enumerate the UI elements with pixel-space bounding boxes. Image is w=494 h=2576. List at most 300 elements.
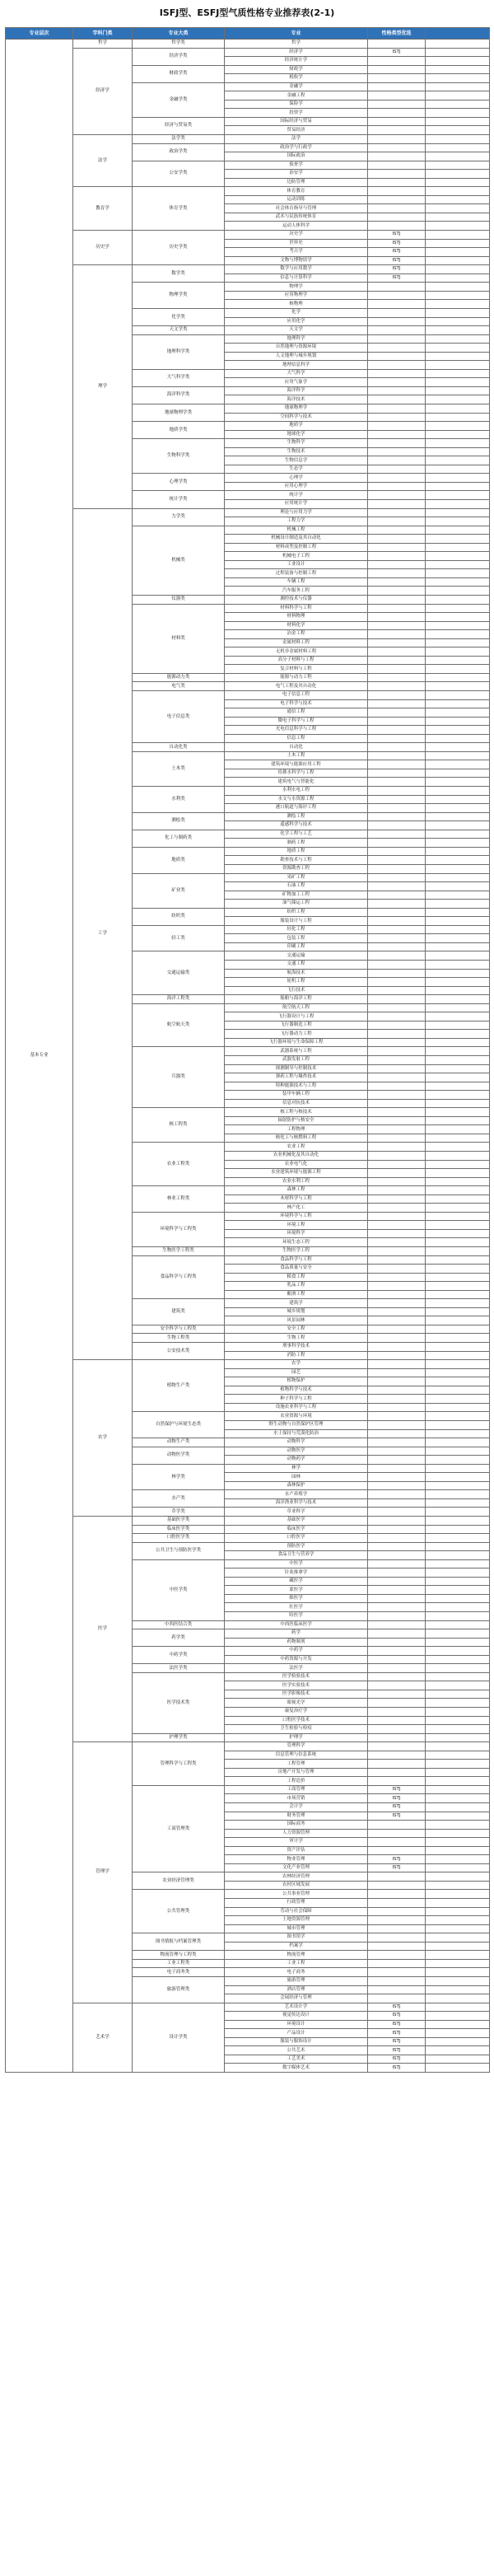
blank-cell: [426, 1082, 490, 1091]
blank-cell: [426, 691, 490, 700]
personality-cell: [368, 673, 426, 682]
personality-cell: [368, 917, 426, 926]
personality-cell: [368, 978, 426, 987]
major-cell: 侦查学: [225, 161, 368, 170]
major-group-cell: 天文学类: [133, 326, 225, 335]
major-cell: 植物保护: [225, 1377, 368, 1386]
personality-cell: [368, 82, 426, 91]
personality-cell: [368, 1064, 426, 1073]
blank-cell: [426, 596, 490, 605]
major-cell: 测绘工程: [225, 812, 368, 821]
blank-cell: [426, 326, 490, 335]
personality-cell: [368, 691, 426, 700]
blank-cell: [426, 1951, 490, 1960]
table-row: [6, 2003, 490, 2012]
blank-cell: [426, 1899, 490, 1908]
major-group-cell: 金融学类: [133, 82, 225, 117]
personality-cell: [368, 1456, 426, 1465]
major-cell: 油气储运工程: [225, 900, 368, 909]
personality-cell: [368, 1152, 426, 1161]
blank-cell: [426, 1760, 490, 1769]
major-cell: 动物药学: [225, 1456, 368, 1465]
major-cell: 环境设计: [225, 2020, 368, 2029]
major-cell: 食品科学与工程: [225, 1255, 368, 1265]
major-group-cell: 水利类: [133, 787, 225, 813]
blank-cell: [426, 317, 490, 326]
blank-cell: [426, 1647, 490, 1656]
personality-cell: [368, 1403, 426, 1412]
major-cell: 武器发射工程: [225, 1055, 368, 1064]
major-cell: 管理科学: [225, 1742, 368, 1751]
major-cell: 国际政治: [225, 152, 368, 161]
major-cell: 产品设计: [225, 2029, 368, 2038]
personality-cell: [368, 795, 426, 804]
header-personality: 性格类型优选: [368, 28, 426, 40]
major-cell: 应用统计学: [225, 499, 368, 508]
blank-cell: [426, 577, 490, 587]
major-group-cell: 生物科学类: [133, 439, 225, 474]
major-cell: 农业水利工程: [225, 1177, 368, 1186]
personality-cell: ISTJ: [368, 273, 426, 283]
major-cell: 眼视光学: [225, 1699, 368, 1708]
blank-cell: [426, 1351, 490, 1360]
major-group-cell: 林学类: [133, 1464, 225, 1490]
personality-cell: [368, 1143, 426, 1152]
blank-cell: [426, 1003, 490, 1012]
major-cell: 经济学: [225, 48, 368, 57]
major-cell: 服装与服饰设计: [225, 2037, 368, 2046]
personality-cell: [368, 587, 426, 596]
major-cell: 电子科学与技术: [225, 699, 368, 708]
blank-cell: [426, 1194, 490, 1204]
personality-cell: ISTJ: [368, 1794, 426, 1803]
blank-cell: [426, 1603, 490, 1612]
major-cell: 武器系统与工程: [225, 1047, 368, 1056]
major-cell: 动物科学: [225, 1438, 368, 1447]
blank-cell: [426, 1368, 490, 1377]
major-group-cell: 大气科学类: [133, 369, 225, 386]
major-cell: 刑事科学技术: [225, 1343, 368, 1352]
major-cell: 壮医学: [225, 1603, 368, 1612]
major-group-cell: 财政学类: [133, 65, 225, 82]
major-cell: 医学影像技术: [225, 1690, 368, 1699]
personality-cell: [368, 213, 426, 222]
major-group-cell: 水产类: [133, 1490, 225, 1508]
personality-cell: [368, 1594, 426, 1603]
blank-cell: [426, 1438, 490, 1447]
blank-cell: [426, 1265, 490, 1274]
major-cell: 农业工程: [225, 1143, 368, 1152]
personality-cell: [368, 1681, 426, 1690]
blank-cell: [426, 1855, 490, 1864]
blank-cell: [426, 1638, 490, 1647]
major-cell: 康复治疗学: [225, 1708, 368, 1717]
blank-cell: [426, 300, 490, 309]
blank-cell: [426, 1255, 490, 1265]
major-group-cell: 临床医学类: [133, 1525, 225, 1534]
personality-cell: ISTJ: [368, 1863, 426, 1872]
major-group-cell: 数学类: [133, 265, 225, 283]
personality-cell: [368, 334, 426, 344]
blank-cell: [426, 187, 490, 196]
personality-cell: ISTJ: [368, 2012, 426, 2021]
major-cell: 环境生态工程: [225, 1238, 368, 1247]
major-cell: 市场营销: [225, 1794, 368, 1803]
blank-cell: [426, 1942, 490, 1951]
table-row: [6, 1742, 490, 1751]
blank-cell: [426, 117, 490, 126]
blank-cell: [426, 726, 490, 735]
major-cell: 应用物理学: [225, 291, 368, 300]
personality-cell: [368, 386, 426, 395]
major-cell: 制药工程: [225, 839, 368, 848]
major-group-cell: 地理科学类: [133, 334, 225, 369]
header-row: [6, 28, 490, 40]
level-cell: 基本专业: [6, 40, 73, 2073]
personality-cell: [368, 960, 426, 969]
major-cell: 运动人体科学: [225, 222, 368, 231]
personality-cell: [368, 665, 426, 674]
personality-cell: [368, 1760, 426, 1769]
major-cell: 弹药工程与爆炸技术: [225, 1073, 368, 1082]
major-cell: 给排水科学与工程: [225, 769, 368, 778]
major-cell: 材料成型及控制工程: [225, 543, 368, 552]
personality-cell: [368, 508, 426, 517]
blank-cell: [426, 604, 490, 613]
blank-cell: [426, 1091, 490, 1100]
personality-cell: [368, 1586, 426, 1595]
major-cell: 无机非金属材料工程: [225, 648, 368, 657]
major-group-cell: 草学类: [133, 1508, 225, 1517]
blank-cell: [426, 1038, 490, 1047]
major-cell: 生物医学工程: [225, 1247, 368, 1256]
major-group-cell: 轻工类: [133, 925, 225, 951]
blank-cell: [426, 508, 490, 517]
blank-cell: [426, 1890, 490, 1899]
major-cell: 生物信息学: [225, 456, 368, 465]
major-cell: 安全工程: [225, 1325, 368, 1334]
major-cell: 环境科学与工程: [225, 1212, 368, 1221]
major-cell: 工程力学: [225, 517, 368, 526]
major-cell: 法医学: [225, 1664, 368, 1673]
personality-cell: [368, 100, 426, 109]
blank-cell: [426, 222, 490, 231]
major-cell: 机械设计制造及其自动化: [225, 535, 368, 544]
blank-cell: [426, 161, 490, 170]
personality-cell: [368, 604, 426, 613]
major-cell: 卫生检验与检疫: [225, 1725, 368, 1734]
major-cell: 信息工程: [225, 734, 368, 743]
personality-cell: [368, 1238, 426, 1247]
blank-cell: [426, 465, 490, 474]
personality-cell: [368, 1212, 426, 1221]
major-cell: 房地产开发与管理: [225, 1768, 368, 1777]
major-cell: 辐射防护与核安全: [225, 1116, 368, 1125]
personality-cell: [368, 1316, 426, 1325]
personality-cell: [368, 560, 426, 569]
personality-cell: [368, 734, 426, 743]
header-major-group: 专业大类: [133, 28, 225, 40]
blank-cell: [426, 413, 490, 422]
personality-cell: [368, 1951, 426, 1960]
table-row: [6, 508, 490, 517]
blank-cell: [426, 1386, 490, 1395]
personality-cell: [368, 1655, 426, 1664]
blank-cell: [426, 673, 490, 682]
major-cell: 体育教育: [225, 187, 368, 196]
personality-cell: [368, 439, 426, 448]
personality-cell: [368, 717, 426, 726]
blank-cell: [426, 1672, 490, 1681]
major-cell: 航海技术: [225, 969, 368, 978]
blank-cell: [426, 57, 490, 66]
personality-cell: [368, 1924, 426, 1933]
blank-cell: [426, 682, 490, 691]
blank-cell: [426, 178, 490, 187]
major-group-cell: 法学类: [133, 135, 225, 144]
personality-cell: [368, 161, 426, 170]
major-cell: 设施农业科学与工程: [225, 1403, 368, 1412]
personality-cell: [368, 839, 426, 848]
blank-cell: [426, 847, 490, 856]
major-cell: 金融工程: [225, 91, 368, 101]
blank-cell: [426, 986, 490, 995]
major-cell: 旅游管理: [225, 1976, 368, 1985]
personality-cell: [368, 1473, 426, 1482]
blank-cell: [426, 1282, 490, 1291]
blank-cell: [426, 1143, 490, 1152]
major-cell: 遥感科学与技术: [225, 821, 368, 830]
blank-cell: [426, 1742, 490, 1751]
personality-cell: [368, 942, 426, 951]
major-group-cell: 公共管理类: [133, 1890, 225, 1933]
blank-cell: [426, 1794, 490, 1803]
major-cell: 药学: [225, 1629, 368, 1639]
personality-cell: [368, 1821, 426, 1830]
recommendation-table: [5, 27, 490, 2073]
blank-cell: [426, 1690, 490, 1699]
personality-cell: [368, 925, 426, 934]
personality-cell: [368, 482, 426, 491]
blank-cell: [426, 804, 490, 813]
blank-cell: [426, 900, 490, 909]
major-cell: 过程装备与控制工程: [225, 569, 368, 578]
major-cell: 保险学: [225, 100, 368, 109]
blank-cell: [426, 517, 490, 526]
blank-cell: [426, 1846, 490, 1855]
major-group-cell: 交通运输类: [133, 951, 225, 995]
major-cell: 生物技术: [225, 447, 368, 456]
major-group-cell: 公安技术类: [133, 1343, 225, 1360]
blank-cell: [426, 1229, 490, 1238]
blank-cell: [426, 1655, 490, 1664]
blank-cell: [426, 795, 490, 804]
blank-cell: [426, 1959, 490, 1968]
personality-cell: ISTJ: [368, 256, 426, 265]
blank-cell: [426, 1829, 490, 1838]
personality-cell: [368, 1177, 426, 1186]
personality-cell: [368, 751, 426, 760]
major-cell: 交通工程: [225, 960, 368, 969]
major-cell: 应用化学: [225, 317, 368, 326]
major-cell: 园林: [225, 1473, 368, 1482]
blank-cell: [426, 1838, 490, 1847]
major-group-cell: 心理学类: [133, 474, 225, 491]
major-cell: 车辆工程: [225, 577, 368, 587]
personality-cell: ISTJ: [368, 231, 426, 240]
personality-cell: [368, 1047, 426, 1056]
major-cell: 中医学: [225, 1559, 368, 1569]
personality-cell: [368, 422, 426, 431]
blank-cell: [426, 1247, 490, 1256]
personality-cell: ISTJ: [368, 1855, 426, 1864]
blank-cell: [426, 1508, 490, 1517]
discipline-cell: 管理学: [73, 1742, 133, 2003]
personality-cell: ISTJ: [368, 2037, 426, 2046]
blank-cell: [426, 352, 490, 361]
blank-cell: [426, 1064, 490, 1073]
blank-cell: [426, 1725, 490, 1734]
major-cell: 地质工程: [225, 847, 368, 856]
personality-cell: [368, 1968, 426, 1977]
blank-cell: [426, 1620, 490, 1629]
blank-cell: [426, 404, 490, 413]
major-cell: 水土保持与荒漠化防治: [225, 1429, 368, 1438]
personality-cell: [368, 1073, 426, 1082]
personality-cell: [368, 1638, 426, 1647]
blank-cell: [426, 1594, 490, 1603]
major-cell: 农业电气化: [225, 1160, 368, 1169]
personality-cell: [368, 447, 426, 456]
blank-cell: [426, 239, 490, 248]
major-cell: 土木工程: [225, 751, 368, 760]
blank-cell: [426, 960, 490, 969]
major-cell: 材料化学: [225, 621, 368, 630]
major-group-cell: 自然保护与环境生态类: [133, 1412, 225, 1438]
blank-cell: [426, 456, 490, 465]
major-cell: 冶金工程: [225, 630, 368, 639]
blank-cell: [426, 1733, 490, 1742]
major-cell: 水利水电工程: [225, 787, 368, 796]
blank-cell: [426, 482, 490, 491]
personality-cell: [368, 1959, 426, 1968]
personality-cell: [368, 1629, 426, 1639]
personality-cell: [368, 1551, 426, 1560]
discipline-cell: 经济学: [73, 48, 133, 134]
blank-cell: [426, 630, 490, 639]
blank-cell: [426, 135, 490, 144]
blank-cell: [426, 1551, 490, 1560]
personality-cell: [368, 1282, 426, 1291]
major-group-cell: 护理学类: [133, 1733, 225, 1742]
major-group-cell: 土木类: [133, 751, 225, 786]
blank-cell: [426, 1456, 490, 1465]
personality-cell: [368, 1021, 426, 1030]
major-group-cell: 化工与制药类: [133, 830, 225, 847]
personality-cell: [368, 543, 426, 552]
personality-cell: [368, 1420, 426, 1429]
major-group-cell: 电子商务类: [133, 1968, 225, 1977]
blank-cell: [426, 1803, 490, 1812]
blank-cell: [426, 265, 490, 274]
major-cell: 水文与水资源工程: [225, 795, 368, 804]
personality-cell: [368, 361, 426, 370]
major-group-cell: 工业工程类: [133, 1959, 225, 1968]
major-cell: 工程管理: [225, 1760, 368, 1769]
header-discipline: 学科门类: [73, 28, 133, 40]
blank-cell: [426, 917, 490, 926]
blank-cell: [426, 1473, 490, 1482]
blank-cell: [426, 1525, 490, 1534]
major-group-cell: 地质学类: [133, 422, 225, 439]
personality-cell: [368, 1386, 426, 1395]
personality-cell: [368, 787, 426, 796]
major-group-cell: 海洋工程类: [133, 995, 225, 1004]
major-group-cell: 哲学类: [133, 40, 225, 49]
personality-cell: [368, 152, 426, 161]
personality-cell: [368, 1725, 426, 1734]
blank-cell: [426, 308, 490, 317]
major-cell: 机械电子工程: [225, 552, 368, 561]
major-cell: 飞行器设计与工程: [225, 1012, 368, 1022]
blank-cell: [426, 273, 490, 283]
blank-cell: [426, 1664, 490, 1673]
major-cell: 口腔医学: [225, 1534, 368, 1543]
blank-cell: [426, 195, 490, 204]
personality-cell: [368, 1012, 426, 1022]
major-cell: 政治学与行政学: [225, 143, 368, 152]
blank-cell: [426, 48, 490, 57]
blank-cell: [426, 291, 490, 300]
major-group-cell: 地球物理学类: [133, 404, 225, 421]
personality-cell: [368, 1429, 426, 1438]
personality-cell: [368, 1672, 426, 1681]
major-cell: 社会体育指导与管理: [225, 204, 368, 213]
blank-cell: [426, 934, 490, 943]
major-cell: 水产养殖学: [225, 1490, 368, 1499]
major-cell: 海洋科学: [225, 386, 368, 395]
blank-cell: [426, 1863, 490, 1872]
major-cell: 电气工程及其自动化: [225, 682, 368, 691]
major-cell: 金融学: [225, 82, 368, 91]
blank-cell: [426, 1881, 490, 1890]
blank-cell: [426, 717, 490, 726]
personality-cell: [368, 569, 426, 578]
personality-cell: [368, 1169, 426, 1178]
personality-cell: [368, 369, 426, 378]
blank-cell: [426, 1343, 490, 1352]
blank-cell: [426, 839, 490, 848]
major-cell: 航空航天工程: [225, 1003, 368, 1012]
personality-cell: [368, 934, 426, 943]
personality-cell: [368, 638, 426, 648]
blank-cell: [426, 1916, 490, 1925]
blank-cell: [426, 395, 490, 404]
major-group-cell: 化学类: [133, 308, 225, 325]
blank-cell: [426, 126, 490, 135]
major-cell: 工程造价: [225, 1777, 368, 1786]
personality-cell: [368, 873, 426, 882]
major-cell: 财务管理: [225, 1812, 368, 1821]
major-cell: 人力资源管理: [225, 1829, 368, 1838]
personality-cell: [368, 856, 426, 865]
major-group-cell: 统计学类: [133, 491, 225, 508]
major-cell: 蒙医学: [225, 1586, 368, 1595]
major-cell: 工商管理: [225, 1785, 368, 1794]
personality-cell: ISTJ: [368, 2020, 426, 2029]
personality-cell: [368, 1569, 426, 1578]
major-cell: 自然地理与资源环境: [225, 344, 368, 353]
